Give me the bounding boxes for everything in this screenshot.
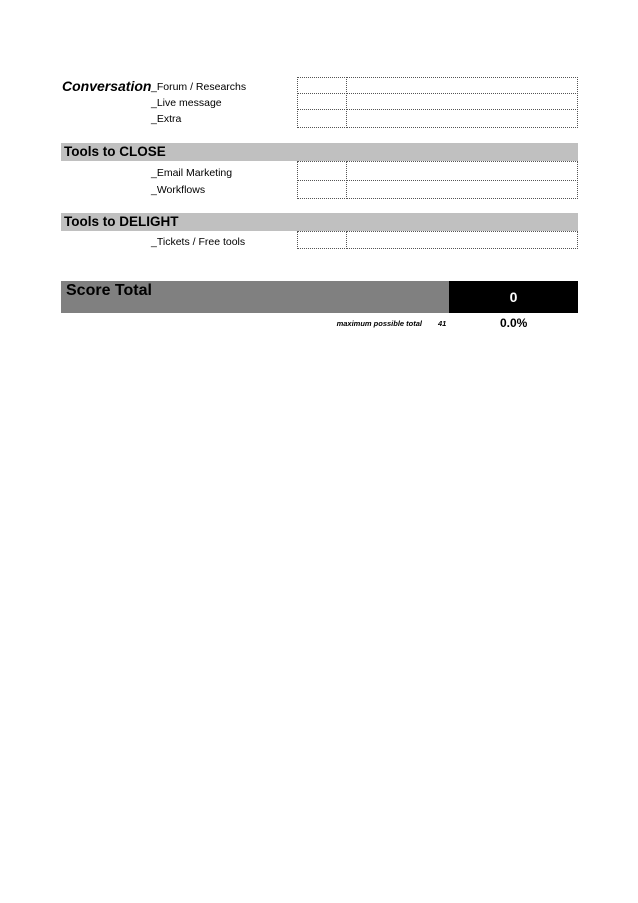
notes-cell-email-marketing[interactable] [346,161,578,181]
score-cell-tickets[interactable] [297,231,347,249]
section-band-close: Tools to CLOSE [61,143,578,161]
item-workflows: _Workflows [151,184,206,196]
score-cell-forum[interactable] [297,77,347,94]
notes-cell-extra[interactable] [346,109,578,128]
score-total-band: Score Total [61,281,449,313]
notes-cell-tickets[interactable] [346,231,578,249]
score-cell-extra[interactable] [297,109,347,128]
conversation-label: Conversation [62,78,152,94]
notes-cell-live-message[interactable] [346,93,578,110]
item-tickets-free-tools: _Tickets / Free tools [151,236,246,248]
notes-cell-workflows[interactable] [346,180,578,199]
item-email-marketing: _Email Marketing [151,167,233,179]
score-cell-live-message[interactable] [297,93,347,110]
max-possible-value: 41 [438,319,447,328]
score-cell-email-marketing[interactable] [297,161,347,181]
item-live-message: _Live message [151,97,222,109]
item-forum-researchs: _Forum / Researchs [151,81,247,93]
section-band-delight: Tools to DELIGHT [61,213,578,231]
item-extra: _Extra [151,113,182,125]
max-possible-label: maximum possible total [336,319,422,328]
score-cell-workflows[interactable] [297,180,347,199]
score-percent: 0.0% [500,316,528,330]
score-total-value: 0 [449,281,578,313]
notes-cell-forum[interactable] [346,77,578,94]
